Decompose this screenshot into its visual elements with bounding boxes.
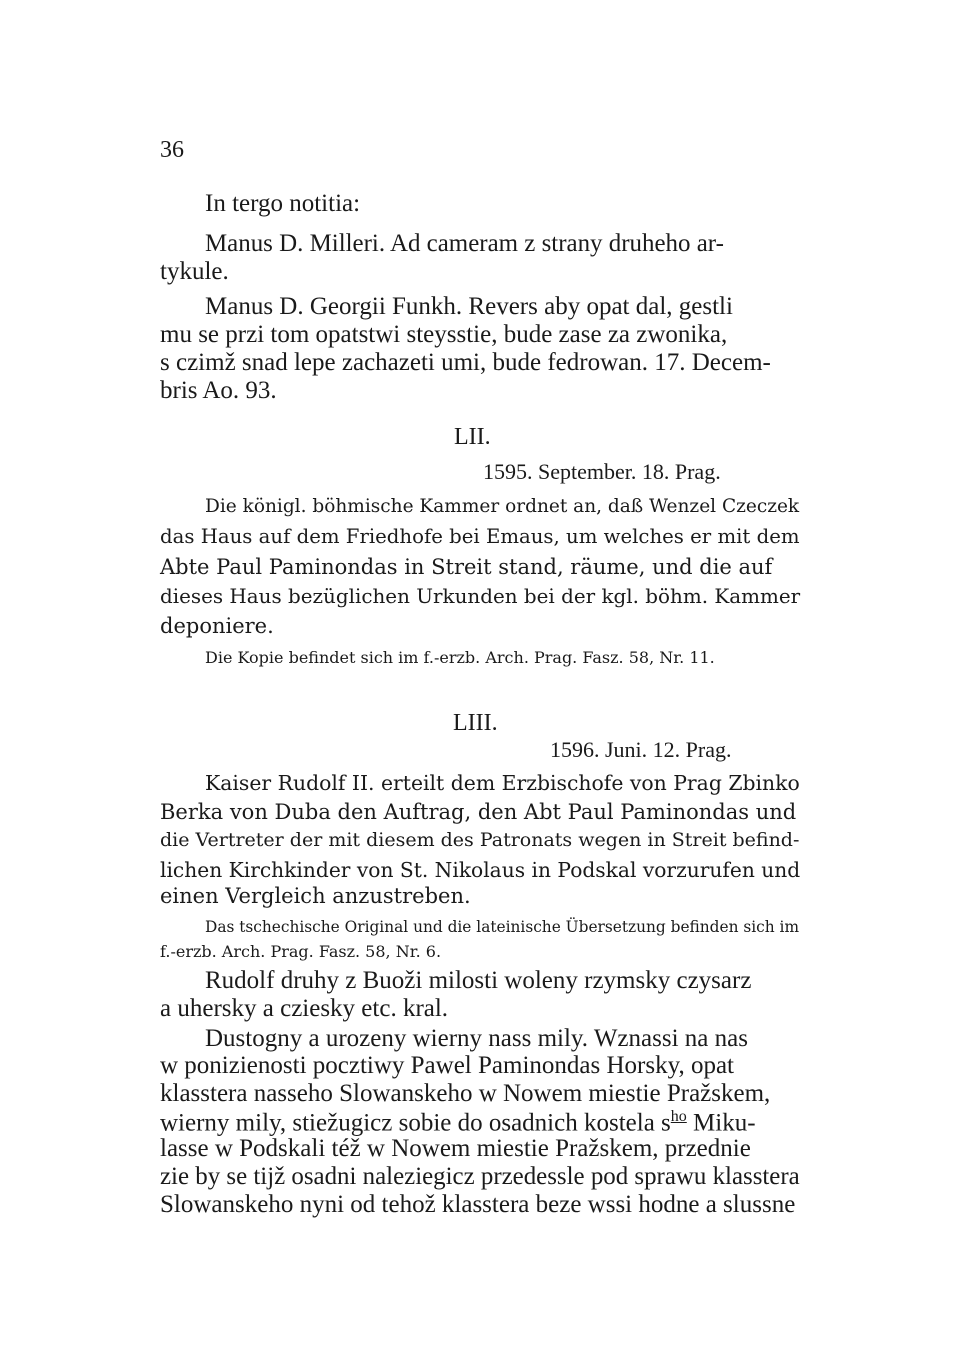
charter-text-p2-line-2: w ponizienosti pocztiwy Pawel Paminondas Horsky, opat [160, 1052, 734, 1079]
charter-text-p2-line-4b: Miku- [686, 1109, 756, 1137]
document-lii-summary-line-1: Die königl. böhmische Kammer ordnet an, daß Wenzel Czeczek [205, 496, 800, 517]
manus-funkh-line-1: Manus D. Georgii Funkh. Revers aby opat dal, gestli [205, 293, 733, 320]
charter-text-p2-line-6: zie by se tijž osadni naleziegicz przedessle pod sprawu klasstera [160, 1163, 800, 1190]
document-lii-source-note: Die Kopie befindet sich im f.-erzb. Arch. Prag. Fasz. 58, Nr. 11. [205, 648, 715, 667]
document-liii-source-note-line-1: Das tschechische Original und die lateinische Übersetzung befinden sich im [205, 918, 800, 936]
charter-text-p2-line-7: Slowanskeho nyni od tehož klasstera beze wssi hodne a slussne [160, 1191, 796, 1218]
document-lii-dateline: 1595. September. 18. Prag. [483, 459, 721, 484]
manus-funkh-line-4: bris Ao. 93. [160, 377, 277, 404]
document-liii-summary-line-2: Berka von Duba den Auftrag, den Abt Paul Paminondas und [160, 800, 797, 824]
manus-funkh-line-2: mu se przi tom opatstwi steysstie, bude zase za zwonika, [160, 321, 728, 348]
document-liii-summary-line-1: Kaiser Rudolf II. erteilt dem Erzbischofe von Prag Zbinko [205, 771, 800, 795]
charter-text-p2-line-3: klasstera nasseho Slowanskeho w Nowem miestie Pražskem, [160, 1080, 771, 1107]
charter-text-p2-line-4a: wierny mily, stiežugicz sobie do osadnich kostela s [160, 1109, 671, 1137]
charter-text-p1-line-1: Rudolf druhy z Buoži milosti woleny rzymsky czysarz [205, 967, 752, 994]
charter-text-p2-line-1: Dustogny a urozeny wierny nass mily. Wznassi na nas [205, 1025, 748, 1052]
document-lii-numeral: LII. [454, 424, 491, 450]
document-liii-dateline: 1596. Juni. 12. Prag. [550, 737, 732, 762]
abbreviation-superscript: ho [670, 1108, 687, 1125]
document-liii-source-note-line-2: f.-erzb. Arch. Prag. Fasz. 58, Nr. 6. [160, 942, 442, 961]
document-lii-summary-line-2: das Haus auf dem Friedhofe bei Emaus, um welches er mit dem [160, 525, 800, 548]
manus-milleri-line-2: tykule. [160, 258, 229, 285]
charter-text-p1-line-2: a uhersky a cziesky etc. kral. [160, 995, 449, 1022]
document-lii-summary-line-5: deponiere. [160, 614, 274, 638]
document-liii-summary-line-5: einen Vergleich anzustreben. [160, 884, 471, 908]
charter-text-p2-line-5: lasse w Podskali též w Nowem miestie Pražskem, przednie [160, 1135, 751, 1162]
manus-funkh-line-3: s czimž snad lepe zachazeti umi, bude fedrowan. 17. Decem- [160, 349, 771, 376]
page-number: 36 [160, 137, 184, 163]
document-liii-summary-line-3: die Vertreter der mit diesem des Patronats wegen in Streit befind- [160, 829, 800, 851]
charter-text-p2-line-4 [160, 1108, 756, 1137]
manus-milleri-line-1: Manus D. Milleri. Ad cameram z strany druheho ar- [205, 230, 724, 257]
document-liii-numeral: LIII. [453, 710, 498, 736]
document-lii-summary-line-3: Abte Paul Paminondas in Streit stand, räume, und die auf [160, 555, 773, 579]
in-tergo-heading: In tergo notitia: [205, 190, 361, 217]
document-liii-summary-line-4: lichen Kirchkinder von St. Nikolaus in Podskal vorzurufen und [160, 858, 801, 882]
document-lii-summary-line-4: dieses Haus bezüglichen Urkunden bei der kgl. böhm. Kammer [160, 585, 801, 608]
